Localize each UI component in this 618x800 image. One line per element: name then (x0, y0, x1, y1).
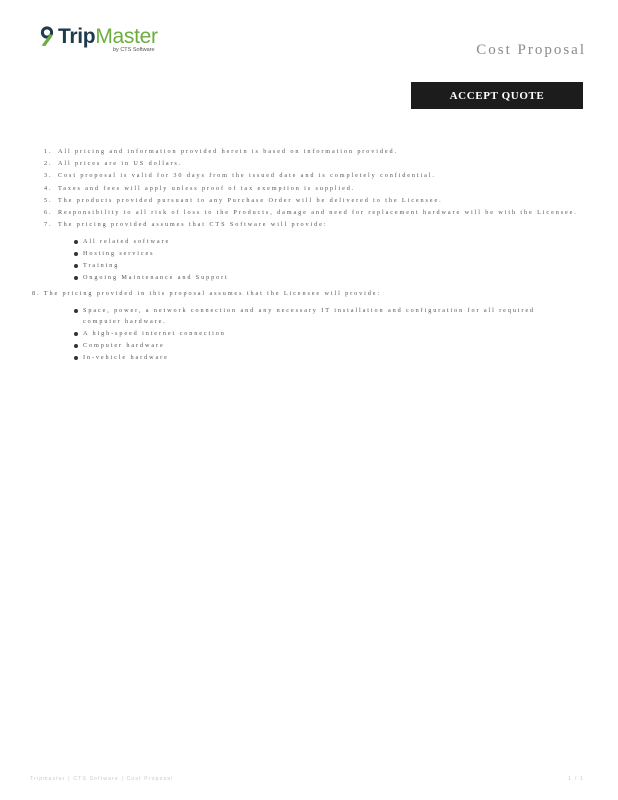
terms-item (36, 219, 576, 231)
terms-item-number: 3. (44, 172, 53, 180)
bullet-icon (74, 309, 78, 313)
bullet-icon (74, 240, 78, 244)
terms-item-number: 7. (44, 221, 53, 229)
terms-item (36, 146, 576, 158)
list-item (74, 260, 576, 272)
bullet-icon (74, 344, 78, 348)
logo-tagline: by CTS Software (113, 47, 155, 53)
terms-list (36, 146, 576, 231)
terms-item-number: 1. (44, 148, 53, 155)
terms-item (36, 207, 576, 219)
list-item (74, 340, 553, 352)
terms-item-number: 5. (44, 196, 53, 204)
logo-wordmark (58, 26, 158, 48)
list-item-text: A high-speed internet connection (83, 330, 226, 338)
terms-item-text: All prices are in US dollars. (58, 160, 183, 168)
list-item-text: Training (83, 262, 120, 270)
logo-master-text: Master (95, 25, 158, 48)
terms-item-number: 2. (44, 160, 53, 168)
terms-item-number: 4. (44, 184, 53, 192)
terms-item-text: Responsibility to all risk of loss to the Products, damage and need for replacement hardware will be with the Licensee. (58, 209, 578, 217)
list-item-text: Hosting services (83, 250, 155, 258)
terms-item (36, 183, 576, 195)
terms-item (36, 195, 576, 207)
page-title: Cost Proposal (476, 42, 586, 58)
bullet-icon (74, 356, 78, 360)
bullet-icon (74, 264, 78, 268)
list-item-text: Space, power, a network connection and any necessary IT installation and configuration for all required computer hardware. (83, 306, 536, 326)
location-pin-icon (40, 26, 54, 46)
list-item (74, 248, 576, 260)
list-item-text: Ongoing Maintenance and Support (83, 273, 229, 281)
bullet-icon (74, 332, 78, 336)
bullet-icon (74, 276, 78, 280)
tripmaster-logo (40, 26, 180, 54)
list-item-text: Computer hardware (83, 342, 165, 349)
list-item (74, 305, 553, 329)
licensee-provides-list (36, 305, 576, 364)
list-item (74, 236, 576, 248)
terms-item-text: The products provided pursuant to any Purchase Order will be delivered to the Licensee. (58, 196, 443, 204)
logo-trip-text: Trip (58, 25, 96, 48)
list-item-text: In-vehicle hardware (83, 353, 169, 361)
terms-section (32, 146, 578, 368)
accept-quote-button[interactable]: ACCEPT QUOTE (411, 82, 583, 109)
footer-text: Tripmaster | CTS Software | Cost Proposal (30, 776, 174, 782)
bullet-icon (74, 252, 78, 256)
page-number: 1 / 1 (568, 776, 584, 782)
terms-item-text: All pricing and information provided herein is based on information provided. (58, 148, 398, 155)
list-item (74, 352, 553, 364)
list-item (74, 328, 553, 340)
terms-item-8: 8. The pricing provided in this proposal assumes that the Licensee will provide: (32, 289, 381, 297)
list-item (74, 272, 576, 284)
terms-item-text: The pricing provided assumes that CTS Software will provide: (58, 221, 328, 229)
cts-provides-list (36, 236, 576, 283)
terms-item-text: Cost proposal is valid for 30 days from the issued date and is completely confidential. (58, 172, 436, 180)
terms-item (36, 170, 576, 182)
terms-item (36, 158, 576, 170)
list-item-text: All related software (83, 238, 171, 246)
terms-item-text: Taxes and fees will apply unless proof of tax exemption is supplied. (58, 184, 356, 192)
terms-item-number: 6. (44, 209, 53, 217)
